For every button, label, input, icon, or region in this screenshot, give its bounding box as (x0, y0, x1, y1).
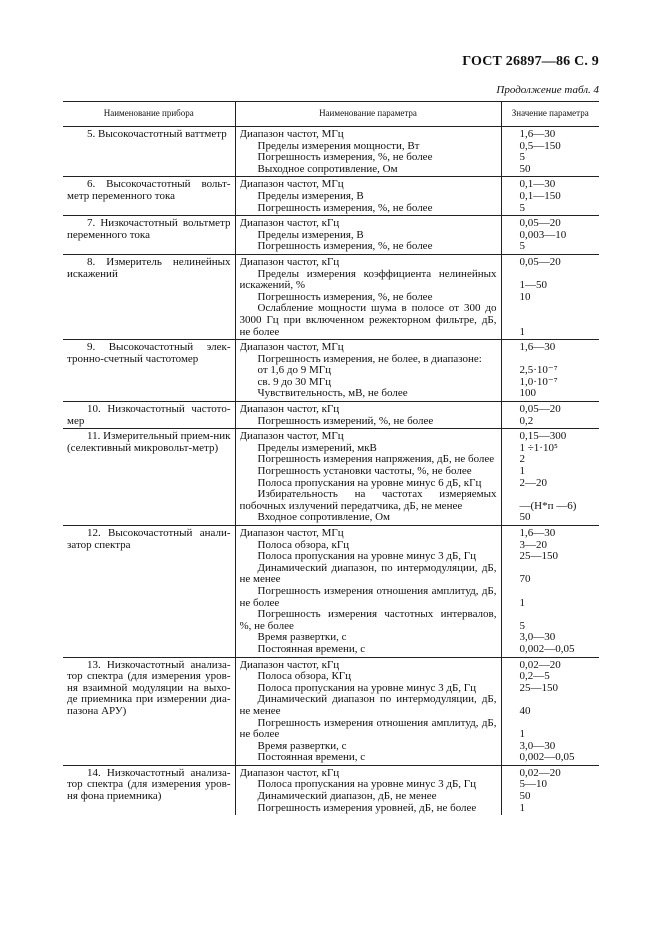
table-continuation-caption: Продолжение табл. 4 (496, 84, 599, 96)
parameter-cell (235, 429, 501, 526)
parameter-name: Динамический диапазон по интермодуляции, дБ, не менее (239, 694, 497, 717)
table-row (63, 177, 599, 216)
parameter-value: 25—150 (519, 681, 558, 694)
device-name-cell: 9. Высокочастотный элек-тронно-счетный частотомер (63, 340, 235, 402)
parameter-name: Время развертки, с (257, 632, 347, 644)
parameter-value: 100 (519, 387, 536, 400)
parameter-value: 3,0—30 (519, 739, 556, 752)
parameter-name: Погрешность измерения, %, не более (257, 241, 433, 253)
device-name-cell: 14. Низкочастотный анализа-тор спектра (для измерения уров-ня фона приемника) (67, 766, 231, 803)
column-header-value: Значение параметра (501, 102, 599, 127)
parameter-name: Полоса пропускания на уровне минус 6 дБ, кГц (257, 477, 482, 489)
value-cell (501, 402, 599, 429)
parameter-value: 10 (519, 290, 531, 303)
device-name-cell: 10. Низкочастотный частото-мер (63, 402, 235, 429)
parameter-cell (235, 254, 501, 339)
table-row (63, 216, 599, 255)
parameter-name: Пределы измерения коэффициента нелинейных искажений, % (239, 268, 497, 292)
parameter-name: Диапазон частот, кГц (239, 767, 340, 779)
parameter-value: 2—20 (519, 476, 547, 489)
table-row (63, 526, 599, 658)
value-cell (501, 429, 599, 526)
parameter-value: 5 (519, 240, 525, 253)
parameter-name: Диапазон частот, МГц (239, 129, 344, 140)
parameter-name: Полоса пропускания на уровне минус 3 дБ, Гц (257, 682, 477, 694)
parameter-cell (235, 402, 501, 429)
parameter-value: 25—150 (519, 550, 558, 563)
parameter-name: Динамический диапазон, по интермодуляции, дБ, не менее (239, 562, 497, 586)
parameter-name: Погрешность измерения, %, не более (257, 152, 433, 164)
parameter-name: Чувствительность, мВ, не более (257, 388, 408, 400)
table-row (63, 127, 599, 177)
parameter-value: 0,05—20 (519, 217, 561, 230)
parameter-name: Входное сопротивление, Ом (257, 512, 391, 524)
device-name-cell: 13. Низкочастотный анализа-тор спектра (для измерения уров-ня взаимной модуляции на выхо-де приемника при измерении диа-пазона АРУ) (63, 657, 235, 765)
parameter-name: Диапазон частот, кГц (239, 218, 340, 230)
column-header-device: Наименование прибора (63, 102, 235, 127)
parameter-value: 1,6—30 (519, 128, 556, 140)
parameter-value: 2 (519, 453, 525, 466)
page-header: ГОСТ 26897—86 С. 9 (462, 54, 599, 69)
value-cell (501, 254, 599, 339)
parameter-value: —(Н*п —6) (519, 499, 577, 512)
table-row (63, 657, 599, 765)
parameter-name: Пределы измерений, мкВ (257, 442, 377, 454)
parameter-cell (235, 526, 501, 658)
device-name-cell: 12. Высокочастотный анали-затор спектра (63, 526, 235, 658)
parameter-value: 0,1—30 (519, 178, 556, 191)
parameter-name: Диапазон частот, кГц (239, 404, 340, 416)
parameter-name: Пределы измерения, В (257, 229, 364, 241)
device-name-cell: 8. Измеритель нелинейных искажений (63, 254, 235, 339)
parameter-value: 0,5—150 (519, 139, 561, 152)
parameter-name: св. 9 до 30 МГц (257, 376, 331, 388)
device-name-cell: 7. Низкочастотный вольтметр переменного тока (63, 216, 235, 255)
value-cell (501, 765, 599, 815)
parameter-cell (235, 657, 501, 765)
parameter-value: 1 (519, 728, 525, 741)
parameter-value: 2,5·10⁻⁷ (519, 364, 558, 377)
parameter-value: 5—10 (519, 778, 547, 791)
instrument-table (63, 101, 599, 815)
parameter-value: 0,2 (519, 414, 534, 427)
parameter-name: Погрешность измерения отношения амплитуд, дБ, не более (239, 585, 497, 609)
parameter-value: 0,02—20 (519, 766, 561, 779)
parameter-cell (235, 765, 501, 815)
value-cell (501, 526, 599, 658)
parameter-name: Погрешность измерения, %, не более (257, 202, 433, 214)
parameter-value: 0,05—20 (519, 403, 561, 416)
parameter-name: Погрешность измерения, %, не более (257, 291, 433, 303)
table-row (63, 340, 599, 402)
parameter-value: 0,2—5 (519, 670, 550, 683)
parameter-value: 5 (519, 151, 525, 164)
parameter-value: 3—20 (519, 538, 547, 551)
parameter-name: Постоянная времени, с (257, 752, 366, 764)
parameter-name: Погрешность измерения, не более, в диапазоне: (257, 353, 482, 365)
table-row (63, 402, 599, 429)
parameter-name: Погрешность измерений, %, не более (257, 415, 434, 427)
parameter-name: Полоса обзора, кГц (257, 539, 350, 551)
value-cell (501, 177, 599, 216)
table-header-row (63, 102, 599, 127)
value-cell (501, 216, 599, 255)
parameter-name: Ослабление мощности шума в полосе от 300 до 3000 Гц при включенном режекторном фильтре, дБ, не более (239, 303, 497, 338)
parameter-name: Полоса обзора, КГц (257, 671, 352, 683)
value-cell (501, 340, 599, 402)
parameter-value: 1 (519, 325, 525, 338)
parameter-name: Погрешность установки частоты, %, не более (257, 466, 472, 478)
parameter-value: 0,05—20 (519, 255, 561, 268)
parameter-name: Диапазон частот, МГц (239, 431, 344, 443)
parameter-name: Динамический диапазон, дБ, не менее (257, 791, 437, 803)
parameter-name: Постоянная времени, с (257, 643, 366, 655)
parameter-cell (235, 340, 501, 402)
parameter-name: Пределы измерения мощности, Вт (257, 140, 420, 152)
device-name-cell: 11. Измерительный прием-ник (селективный микровольт-метр) (63, 429, 235, 526)
parameter-name: Погрешность измерения частотных интервалов, %, не более (239, 609, 497, 632)
column-header-parameter: Наименование параметра (235, 102, 501, 127)
parameter-value: 1 (519, 596, 525, 609)
device-name-cell: 5. Высокочастотный ваттметр (63, 127, 235, 177)
parameter-name: Диапазон частот, МГц (239, 179, 344, 191)
parameter-value: 70 (519, 573, 531, 586)
parameter-value: 1,6—30 (519, 527, 556, 539)
value-cell (501, 657, 599, 765)
parameter-value: 3,0—30 (519, 631, 556, 644)
table-row (63, 765, 599, 815)
parameter-value: 50 (519, 511, 531, 524)
parameter-value: 50 (519, 162, 531, 175)
parameter-value: 0,002—0,05 (519, 642, 575, 655)
parameter-name: Погрешность измерения отношения амплитуд, дБ, не более (239, 717, 497, 741)
parameter-value: 5 (519, 619, 525, 632)
parameter-name: Погрешность измерения напряжения, дБ, не более (257, 454, 495, 466)
parameter-name: Полоса пропускания на уровне минус 3 дБ, Гц (257, 779, 477, 791)
parameter-name: Погрешность измерения уровней, дБ, не более (257, 802, 477, 814)
parameter-name: Избирательность на частотах измеряемых побочных излучений передатчика, дБ, не менее (239, 489, 497, 512)
parameter-value: 1—50 (519, 279, 547, 292)
table-row (63, 254, 599, 339)
parameter-value: 1 ÷1·10⁵ (519, 441, 558, 454)
parameter-value: 0,15—300 (519, 430, 567, 443)
parameter-name: Пределы измерения, В (257, 190, 364, 202)
table-row (63, 429, 599, 526)
parameter-name: от 1,6 до 9 МГц (257, 365, 332, 377)
parameter-value: 0,1—150 (519, 189, 561, 202)
parameter-name: Диапазон частот, кГц (239, 256, 340, 268)
value-cell (501, 127, 599, 177)
parameter-value: 0,003—10 (519, 228, 567, 241)
parameter-cell (235, 216, 501, 255)
parameter-value: 1 (519, 465, 525, 478)
parameter-name: Выходное сопротивление, Ом (257, 163, 398, 175)
parameter-cell (235, 127, 501, 177)
parameter-name: Диапазон частот, МГц (239, 342, 344, 354)
parameter-value: 1,6—30 (519, 341, 556, 354)
parameter-cell (235, 177, 501, 216)
device-name-cell: 6. Высокочастотный вольт-метр переменного тока (63, 177, 235, 216)
parameter-name: Диапазон частот, МГц (239, 528, 344, 539)
parameter-value: 0,02—20 (519, 658, 561, 671)
parameter-name: Время развертки, с (257, 740, 347, 752)
parameter-name: Полоса пропускания на уровне минус 3 дБ, Гц (257, 551, 477, 563)
parameter-value: 40 (519, 704, 531, 717)
parameter-value: 1 (519, 801, 525, 814)
parameter-value: 0,002—0,05 (519, 751, 575, 764)
parameter-value: 50 (519, 790, 531, 803)
parameter-name: Диапазон частот, кГц (239, 659, 340, 671)
parameter-value: 1,0·10⁻⁷ (519, 375, 558, 388)
parameter-value: 5 (519, 201, 525, 214)
